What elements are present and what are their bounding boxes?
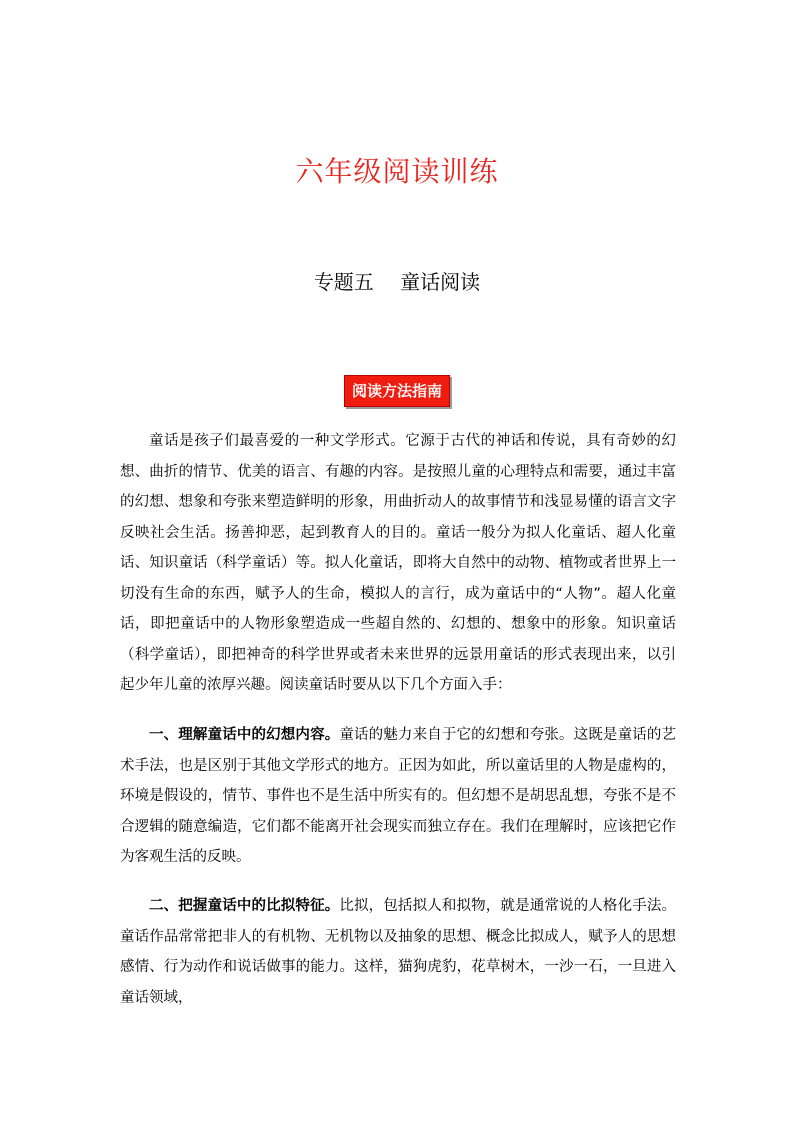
paragraph-intro [120,426,676,701]
paragraph-text: 比拟，包括拟人和拟物，就是通常说的人格化手法。童话作品常常把非人的有机物、无机物以及抽象的思想、概念比拟成人，赋予人的思想感情、行为动作和说话做事的能力。这样，猫狗虎豹，花草树木，一沙一石，一旦进入童话领域， [120,898,677,1006]
paragraph-point-1 [120,720,676,873]
section-badge-container [0,375,794,407]
section-badge: 阅读方法指南 [344,375,450,407]
paragraph-lead: 二、把握童话中的比拟特征。 [149,898,340,914]
paragraph-point-2 [120,891,676,1013]
section-subtitle: 专题五 童话阅读 [313,270,481,294]
paragraph-lead: 一、理解童话中的幻想内容。 [149,727,340,743]
document-title: 六年级阅读训练 [295,155,499,188]
paragraph-text: 童话的魅力来自于它的幻想和夸张。这既是童话的艺术手法，也是区别于其他文学形式的地方。正因为如此，所以童话里的人物是虚构的，环境是假设的，情节、事件也不是生活中所实有的。但幻想不是胡思乱想，夸张不是不合逻辑的随意编造，它们都不能离开社会现实而独立存在。我们在理解时，应该把它作为客观生活的反映。 [120,727,677,865]
paragraph-text: 童话是孩子们最喜爱的一种文学形式。它源于古代的神话和传说，具有奇妙的幻想、曲折的情节、优美的语言、有趣的内容。是按照儿童的心理特点和需要，通过丰富的幻想、想象和夸张来塑造鲜明的形象，用曲折动人的故事情节和浅显易懂的语言文字反映社会生活。扬善抑恶，起到教育人的目的。童话一般分为拟人化童话、超人化童话、知识童话（科学童话）等。拟人化童话，即将大自然中的动物、植物或者世界上一切没有生命的东西，赋予人的生命，模拟人的言行，成为童话中的“人物”。超人化童话，即把童话中的人物形象塑造成一些超自然的、幻想的、想象中的形象。知识童话（科学童话），即把神奇的科学世界或者未来世界的远景用童话的形式表现出来，以引起少年儿童的浓厚兴趣。阅读童话时要从以下几个方面入手： [120,433,676,693]
